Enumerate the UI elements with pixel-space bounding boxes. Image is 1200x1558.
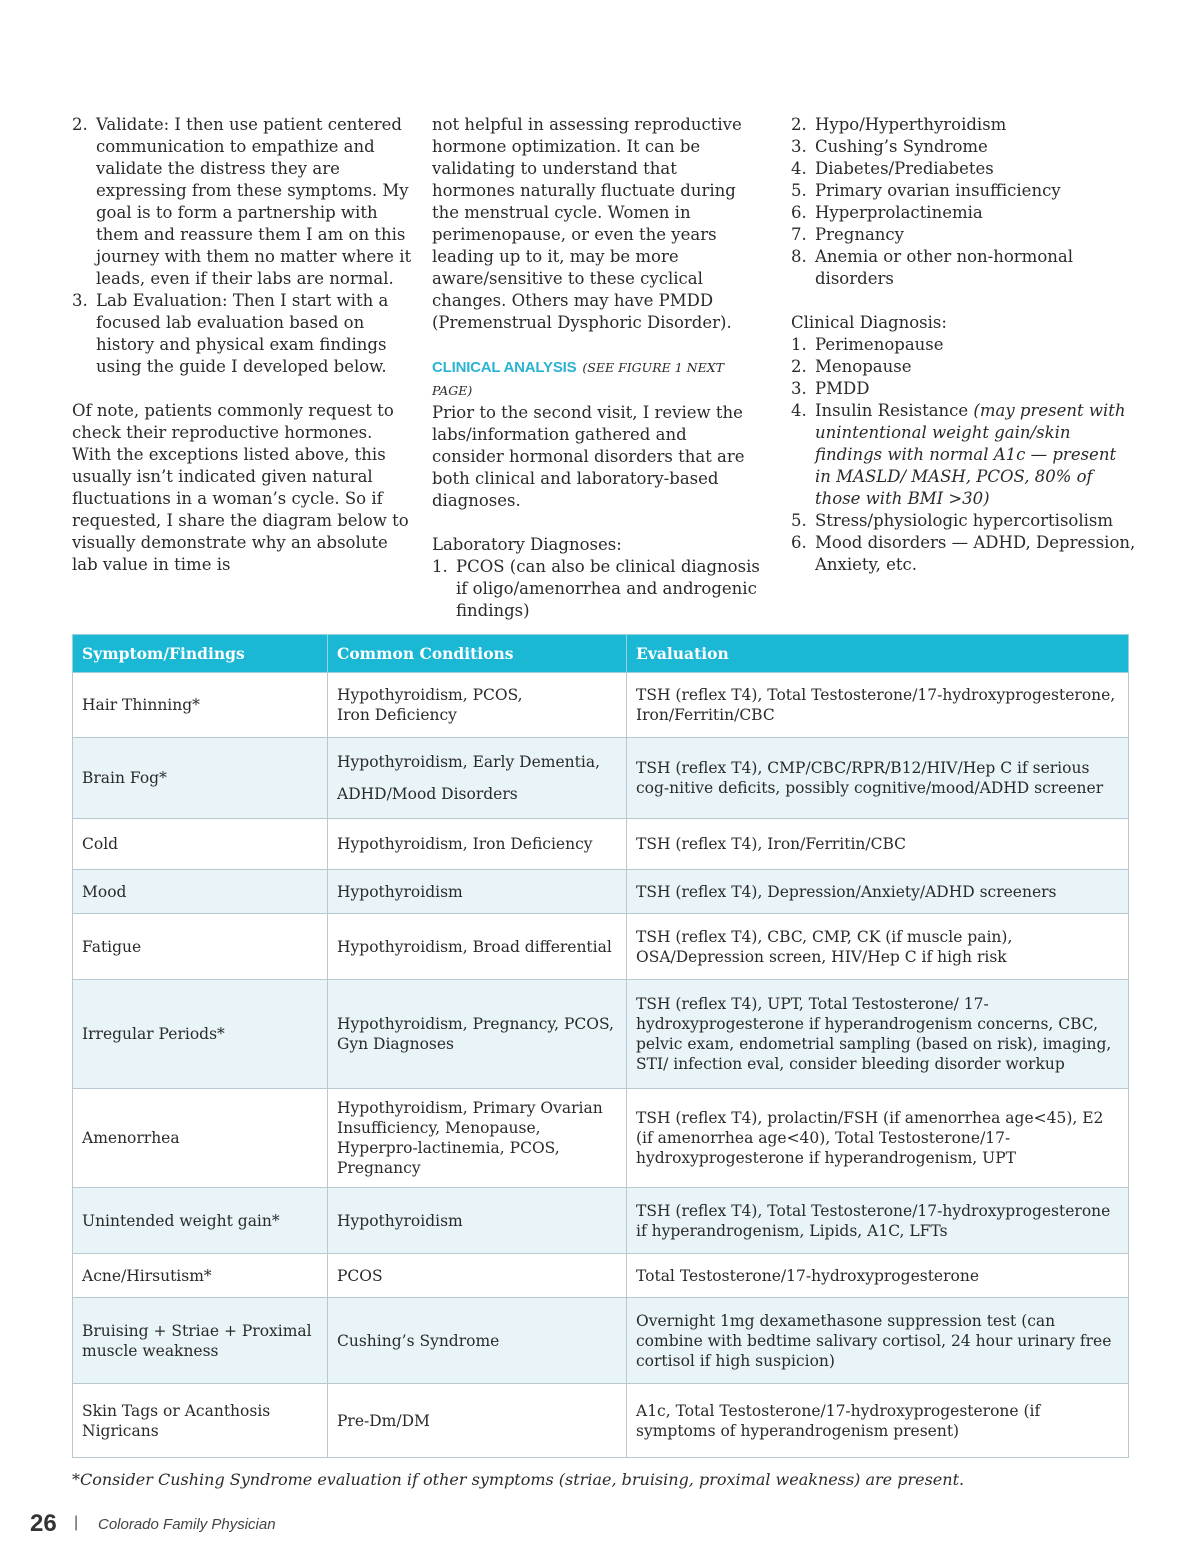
list-item: 4. Diabetes/Prediabetes (791, 159, 994, 178)
list-item: 6. Mood disorders — ADHD, Depression, Anxiety, etc. (791, 533, 1136, 574)
cell-evaluation: TSH (reflex T4), UPT, Total Testosterone/ 17-hydroxyprogesterone if hyperandrogenism concerns, CBC, pelvic exam, endometrial sampling (based on risk), imaging, STI/ infection eval, consider bleeding disorder workup (627, 980, 1129, 1089)
table-row (73, 1254, 1129, 1298)
cell-conditions: Hypothyroidism, PCOS, Iron Deficiency (328, 673, 627, 738)
cell-conditions: PCOS (328, 1254, 627, 1298)
cell-symptom: Hair Thinning* (73, 673, 328, 738)
cell-conditions: Hypothyroidism, Broad differential (328, 914, 627, 980)
cell-conditions: Hypothyroidism (328, 1188, 627, 1254)
page-number: 26 (30, 1510, 57, 1537)
table-header-row (73, 635, 1129, 673)
cell-symptom: Brain Fog* (73, 738, 328, 819)
list-item: 3. Lab Evaluation: Then I start with a focused lab evaluation based on history and physical exam findings using the guide I developed below. (72, 291, 389, 376)
cell-conditions: Cushing’s Syndrome (328, 1298, 627, 1384)
cell-evaluation: Overnight 1mg dexamethasone suppression test (can combine with bedtime salivary cortisol, 24 hour urinary free cortisol if high suspicion) (627, 1298, 1129, 1384)
cell-evaluation: TSH (reflex T4), Total Testosterone/17-hydroxyprogesterone, Iron/Ferritin/CBC (627, 673, 1129, 738)
cell-symptom: Irregular Periods* (73, 980, 328, 1089)
cell-symptom: Fatigue (73, 914, 328, 980)
list-item: 2. Hypo/Hyperthyroidism (791, 115, 1007, 134)
insulin-resistance-note: (may present with unintentional weight gain/skin findings with normal A1c — present in MASLD/ MASH, PCOS, 80% of those with BMI >30) (815, 401, 1126, 508)
cell-symptom: Cold (73, 819, 328, 870)
cell-evaluation: TSH (reflex T4), Depression/Anxiety/ADHD screeners (627, 870, 1129, 914)
table-row (73, 738, 1129, 819)
table-row (73, 1188, 1129, 1254)
list-item: 7. Pregnancy (791, 225, 904, 244)
column-1 (72, 114, 412, 576)
clinical-diagnosis-list (791, 334, 1136, 576)
cell-conditions: Hypothyroidism, Early Dementia, ADHD/Mood Disorders (328, 738, 627, 819)
list-item: 6. Hyperprolactinemia (791, 203, 983, 222)
column-2 (432, 114, 762, 622)
clinical-analysis-title: CLINICAL ANALYSIS (432, 359, 577, 376)
cell-conditions: Hypothyroidism, Iron Deficiency (328, 819, 627, 870)
cell-evaluation: TSH (reflex T4), CMP/CBC/RPR/B12/HIV/Hep C if serious cog-nitive deficits, possibly cognitive/mood/ADHD screener (627, 738, 1129, 819)
cell-symptom: Mood (73, 870, 328, 914)
cell-conditions: Pre-Dm/DM (328, 1384, 627, 1458)
cell-evaluation: A1c, Total Testosterone/17-hydroxyprogesterone (if symptoms of hyperandrogenism present) (627, 1384, 1129, 1458)
cell-conditions: Hypothyroidism, Primary Ovarian Insufficiency, Menopause, Hyperpro-lactinemia, PCOS, Pregnancy (328, 1089, 627, 1188)
body-paragraph: Of note, patients commonly request to check their reproductive hormones. With the exceptions listed above, this usually isn’t indicated given natural fluctuations in a woman’s cycle. So if requested, I share the diagram below to visually demonstrate why an absolute lab value in time is (72, 401, 409, 574)
cell-conditions: Hypothyroidism, Pregnancy, PCOS, Gyn Diagnoses (328, 980, 627, 1089)
list-item: 3. Cushing’s Syndrome (791, 137, 988, 156)
cell-symptom: Acne/Hirsutism* (73, 1254, 328, 1298)
cell-evaluation: TSH (reflex T4), CBC, CMP, CK (if muscle pain), OSA/Depression screen, HIV/Hep C if high risk (627, 914, 1129, 980)
table-row (73, 673, 1129, 738)
cell-evaluation: TSH (reflex T4), prolactin/FSH (if amenorrhea age<45), E2 (if amenorrhea age<40), Total Testosterone/17-hydroxyprogesterone if hyperandrogenism, UPT (627, 1089, 1129, 1188)
lab-diagnoses-heading: Laboratory Diagnoses: (432, 535, 622, 554)
table-footnote: *Consider Cushing Syndrome evaluation if other symptoms (striae, bruising, proximal weakness) are present. (72, 1470, 965, 1489)
list-item: 8. Anemia or other non-hormonal disorders (791, 247, 1073, 288)
list-item: 4. Insulin Resistance (may present with unintentional weight gain/skin findings with normal A1c — present in MASLD/ MASH, PCOS, 80% of those with BMI >30) (791, 401, 1126, 508)
footer-separator: | (74, 1514, 79, 1531)
table-row (73, 1089, 1129, 1188)
list-item: 1. PCOS (can also be clinical diagnosis if oligo/amenorrhea and androgenic findings) (432, 557, 760, 620)
table-row (73, 1384, 1129, 1458)
publication-name: Colorado Family Physician (98, 1516, 276, 1533)
figure-reference: (SEE FIGURE 1 NEXT PAGE) (432, 360, 724, 398)
cell-symptom: Bruising + Striae + Proximal muscle weakness (73, 1298, 328, 1384)
table-row (73, 819, 1129, 870)
evaluation-table (72, 634, 1129, 1458)
cell-symptom: Unintended weight gain* (73, 1188, 328, 1254)
list-item: 2. Validate: I then use patient centered communication to empathize and validate the distress they are expressing from these symptoms. My goal is to form a partnership with them and reassure them I am on this journey with them no matter where it leads, even if their labs are normal. (72, 115, 412, 288)
table-row (73, 1298, 1129, 1384)
cell-evaluation: Total Testosterone/17-hydroxyprogesterone (627, 1254, 1129, 1298)
list-item: 5. Primary ovarian insufficiency (791, 181, 1061, 200)
table-row (73, 980, 1129, 1089)
header-evaluation: Evaluation (627, 635, 1129, 673)
column-3 (791, 114, 1136, 576)
cell-evaluation: TSH (reflex T4), Total Testosterone/17-hydroxyprogesterone if hyperandrogenism, Lipids, A1C, LFTs (627, 1188, 1129, 1254)
cell-conditions: Hypothyroidism (328, 870, 627, 914)
header-conditions: Common Conditions (328, 635, 627, 673)
steps-list (72, 114, 412, 378)
list-item: 1. Perimenopause (791, 335, 944, 354)
list-item: 5. Stress/physiologic hypercortisolism (791, 511, 1114, 530)
body-paragraph: not helpful in assessing reproductive hormone optimization. It can be validating to understand that hormones naturally fluctuate during the menstrual cycle. Women in perimenopause, or even the years leading up to it, may be more aware/sensitive to these cyclical changes. Others may have PMDD (Premenstrual Dysphoric Disorder). (432, 115, 742, 332)
lab-diagnoses-list (432, 556, 762, 622)
clinical-diagnosis-heading: Clinical Diagnosis: (791, 313, 947, 332)
section-heading (432, 356, 762, 402)
header-symptom: Symptom/Findings (73, 635, 328, 673)
cell-evaluation: TSH (reflex T4), Iron/Ferritin/CBC (627, 819, 1129, 870)
table-row (73, 870, 1129, 914)
list-item: 2. Menopause (791, 357, 912, 376)
cell-symptom: Skin Tags or Acanthosis Nigricans (73, 1384, 328, 1458)
lab-diagnoses-list-continued (791, 114, 1136, 290)
table-row (73, 914, 1129, 980)
list-item: 3. PMDD (791, 379, 870, 398)
cell-symptom: Amenorrhea (73, 1089, 328, 1188)
body-paragraph: Prior to the second visit, I review the labs/information gathered and consider hormonal disorders that are both clinical and laboratory-based diagnoses. (432, 403, 745, 510)
